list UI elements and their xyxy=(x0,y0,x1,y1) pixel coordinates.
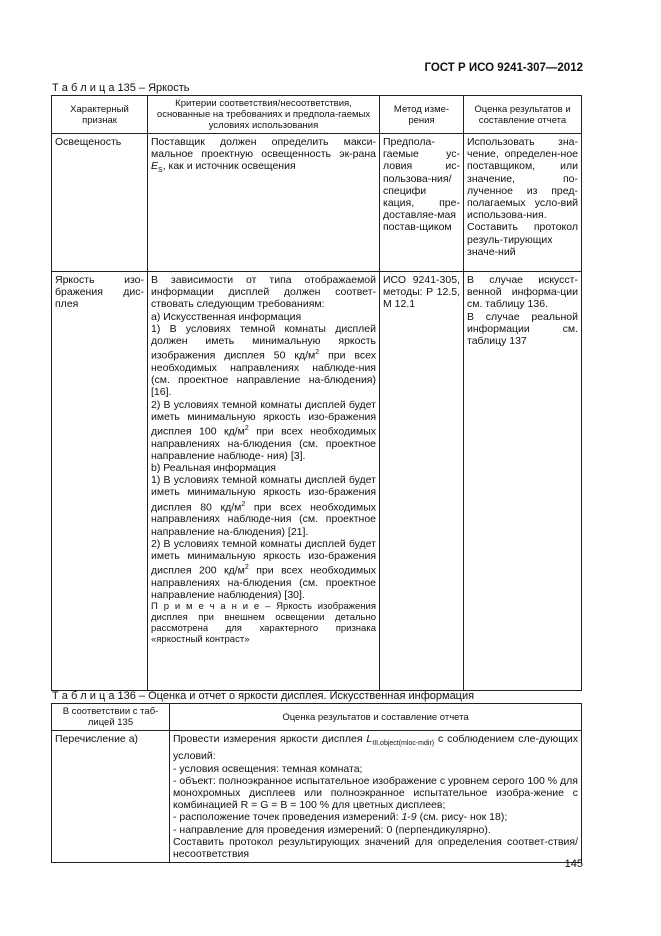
criteria-b-title: b) Реальная информация xyxy=(151,462,276,475)
condition-points: - расположение точек проведения измерений: 1-9 (см. рису- нок 18); xyxy=(173,811,508,824)
report-instruction: Составить протокол результирующих значений для определения соответ-ствия/несоответствия xyxy=(173,835,578,860)
table-136-caption: Т а б л и ц а 136 – Оценка и отчет о яркости дисплея. Искусственная информация xyxy=(52,690,475,702)
criteria-intro: В зависимости от типа отображаемой информации дисплей должен соответ-ствовать следующим требованиям: xyxy=(151,274,376,311)
evaluation-cell xyxy=(170,731,582,863)
column-header: Метод изме-рения xyxy=(380,96,464,134)
table-row xyxy=(52,134,582,272)
evaluation-cell xyxy=(464,272,582,691)
evaluation-real: В случае реальной информации см. таблицу 137 xyxy=(467,310,578,348)
criteria-cell xyxy=(148,272,380,691)
table-135 xyxy=(51,95,582,691)
criteria-b1: 1) В условиях темной комнаты дисплей будет иметь минимальную яркость изо-бражения дисплея 80 $кд/м^2$ при всех необходимых направлениях наблюде-ния (см. проектное направление на-блюдения) [21]. xyxy=(151,474,377,538)
table-135-header-row xyxy=(52,96,582,134)
column-header: Характерный признак xyxy=(52,96,148,134)
document-header: ГОСТ Р ИСО 9241-307—2012 xyxy=(424,62,583,74)
evaluation-cell: Использовать зна-чение, определен-ное поставщиком, или значение, по-лученное из пред-полагаемых усло-вий использова-ния. Составить протокол резуль-тирующих значе-ний xyxy=(464,134,582,272)
criteria-a-title: а) Искусственная информация xyxy=(151,310,302,323)
page-number: 145 xyxy=(564,858,583,870)
table-135-caption: Т а б л и ц а 135 – Яркость xyxy=(52,82,190,94)
condition-direction: - направление для проведения измерений: 0 (перпендикулярно). xyxy=(173,823,491,836)
criteria-note: П р и м е ч а н и е – Яркость изображения дисплея при внешнем освещении детально рассмотрена для характерного признака «яркостный контраст» xyxy=(151,601,376,646)
criteria-a1: 1) В условиях темной комнаты дисплей должен иметь минимальную яркость изображения дисплея 50 $кд/м^2$ при всех необходимых направлениях наблюде-ния (см. проектное направление на-блюдения) [16]. xyxy=(151,322,376,399)
condition-object: - объект: полноэкранное испытательное изображение с уровнем серого 100 % для монохромных дисплеев или полноэкранное испытательное изобра-жение с комбинацией R = G = B = 100 % для цветных дисплеев; xyxy=(173,774,578,812)
column-header: Критерии соответствия/несоответствия, основанные на требованиях и предпола-гаемых условиях использования xyxy=(148,96,380,134)
method-cell: ИСО 9241-305, методы: Р 12.5, М 12.1 xyxy=(380,272,464,691)
column-header: Оценка результатов и составление отчета xyxy=(464,96,582,134)
criteria-cell: Поставщик должен определить макси-мальное проектную освещенность эк-рана $E_S$, как и источник освещения xyxy=(148,134,380,272)
evaluation-artificial: В случае искусст-венной информа-ции см. таблицу 136. xyxy=(467,274,578,311)
table-136-header-row xyxy=(52,704,582,731)
table-row xyxy=(52,731,582,863)
method-cell: Предпола-гаемые ус-ловия ис-пользова-ния/специфи кация, пре-доставляе-мая постав-щиком xyxy=(380,134,464,272)
column-header: В соответствии с таб-лицей 135 xyxy=(52,704,170,731)
measure-instruction: Провести измерения яркости дисплея $L_{III,object(mloc-mdir)}$ с соблюдением сле-дующих условий: xyxy=(173,733,578,763)
criteria-a2: 2) В условиях темной комнаты дисплей будет иметь минимальную яркость изо-бражения дисплея 100 $кд/м^2$ при всех необходимых направлениях на-блюдения (см. проектное направление наблюде- ния) [3]. xyxy=(151,398,376,462)
enumeration-cell: Перечисление а) xyxy=(52,731,170,863)
table-row xyxy=(52,272,582,691)
feature-cell: Яркость изо-бражения дис-плея xyxy=(52,272,148,691)
condition-lighting: - условия освещения: темная комната; xyxy=(173,762,363,775)
criteria-b2: 2) В условиях темной комнаты дисплей будет иметь минимальную яркость изо-бражения дисплея 200 $кд/м^2$ при всех необходимых направлениях на-блюдения (см. проектное направление наблюдения) [30]. xyxy=(151,537,376,602)
table-136 xyxy=(51,703,582,863)
feature-cell: Освещеность xyxy=(52,134,148,272)
column-header: Оценка результатов и составление отчета xyxy=(170,704,582,731)
